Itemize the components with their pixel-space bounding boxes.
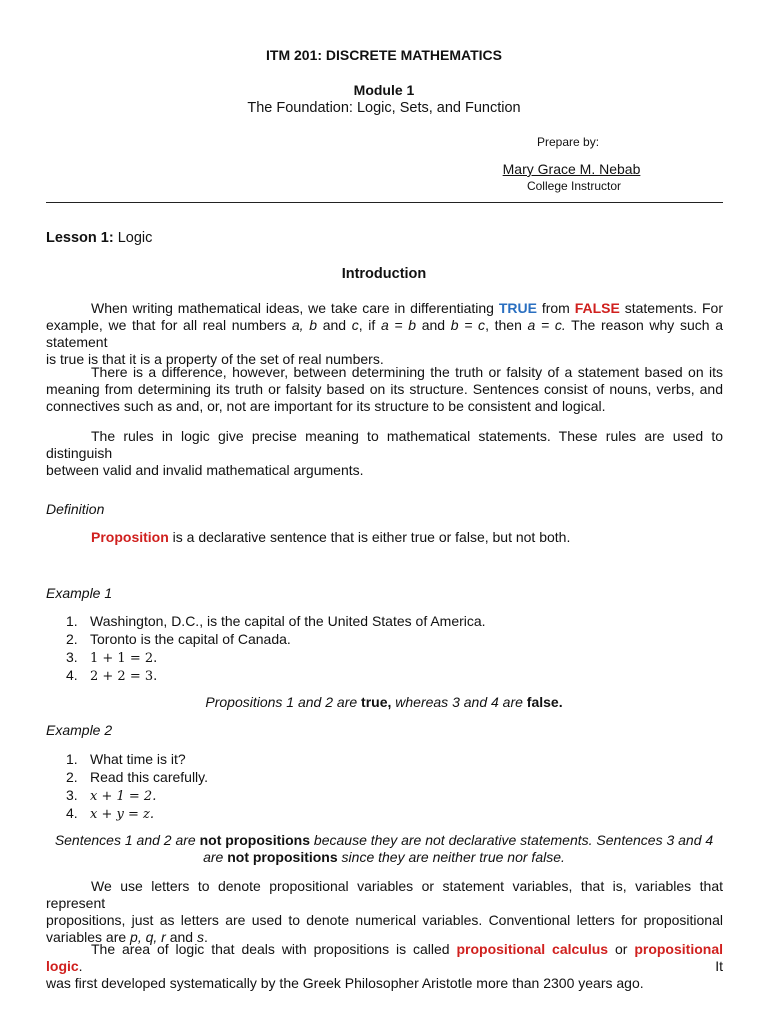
example-2-note: [0, 832, 768, 866]
list-item: 2. Toronto is the capital of Canada.: [66, 631, 291, 647]
definition-text: Proposition is a declarative sentence that is either true or false, but not both.: [91, 529, 571, 545]
lesson-label: Lesson 1:: [46, 230, 114, 246]
example-1-note: Propositions 1 and 2 are true, whereas 3 and 4 are false.: [205, 694, 563, 710]
propositional-logic-term: propositional logic: [46, 941, 723, 974]
p3-line-2: between valid and invalid mathematical arguments.: [46, 462, 364, 478]
example-1-list: [66, 612, 706, 684]
propositional-logic-paragraph: [46, 941, 723, 992]
module-title: The Foundation: Logic, Sets, and Function: [247, 100, 521, 116]
example-1-label: Example 1: [46, 585, 113, 601]
p2-line-3: connectives such as and, or, not are important for its structure to be consistent and logical.: [46, 398, 606, 414]
true-keyword: TRUE: [498, 300, 537, 316]
list-item: 2. Read this carefully.: [66, 769, 209, 785]
example-2-list: [66, 750, 706, 822]
intro-paragraph-3: [46, 428, 723, 479]
module-label: Module 1: [353, 82, 415, 98]
p4-line-2: propositions, just as letters are used to denote numerical variables. Conventional letters for propositional: [46, 912, 723, 928]
course-title: ITM 201: DISCRETE MATHEMATICS: [266, 47, 502, 63]
list-item: 4. 2 + 2 = 3.: [66, 667, 158, 684]
list-item: 1. What time is it?: [66, 751, 186, 767]
list-item: 3. 1 + 1 = 2.: [66, 649, 158, 666]
p1-line-3: is true is that it is a property of the set of real numbers.: [46, 351, 384, 367]
definition-term: Proposition: [91, 529, 169, 545]
p1-line-2: example, we that for all real numbers a, b and c, if a = b and b = c, then a = c. The reason why such a statement: [46, 317, 724, 350]
author-role: College Instructor: [526, 179, 622, 193]
p4-line-3: variables are p, q, r and s.: [46, 929, 208, 945]
example-2-note-line-2: are not propositions since they are neither true nor false.: [203, 849, 565, 865]
p5-line-1: The area of logic that deals with propositions is called propositional calculus or propositional logic. It: [46, 941, 723, 974]
intro-paragraph-2: [46, 364, 723, 415]
variables-paragraph: [46, 878, 723, 946]
list-item: 3. x + 1 = 2.: [66, 787, 157, 804]
author-name: Mary Grace M. Nebab: [502, 161, 641, 177]
header-divider: [46, 202, 723, 203]
p5-line-2: was first developed systematically by the Greek Philosopher Aristotle more than 2300 years ago.: [46, 975, 644, 991]
list-item: 4. x + y = z.: [66, 805, 154, 822]
prepared-by-label: Prepare by:: [537, 135, 600, 149]
propositional-calculus-term: propositional calculus: [456, 941, 609, 957]
intro-paragraph-1: [46, 300, 723, 368]
list-item: 1. Washington, D.C., is the capital of the United States of America.: [66, 613, 486, 629]
definition-label: Definition: [46, 501, 105, 517]
p2-line-2: meaning from determining its truth or falsity based on its structure. Sentences consist of nouns, verbs, and: [46, 381, 723, 397]
p4-line-1: We use letters to denote propositional variables or statement variables, that is, variables that represent: [46, 878, 723, 911]
example-2-label: Example 2: [46, 722, 113, 738]
false-keyword: FALSE: [574, 300, 620, 316]
example-2-note-line-1: Sentences 1 and 2 are not propositions because they are not declarative statements. Sentences 3 and 4: [54, 832, 714, 848]
lesson-name: Logic: [117, 230, 153, 246]
lesson-heading: [46, 230, 152, 246]
introduction-heading: Introduction: [341, 266, 427, 282]
p1-line-1: When writing mathematical ideas, we take care in differentiating TRUE from FALSE statements. For: [91, 300, 723, 316]
p2-line-1: There is a difference, however, between determining the truth or falsity of a statement based on its: [91, 364, 723, 380]
p3-line-1: The rules in logic give precise meaning to mathematical statements. These rules are used to distinguish: [46, 428, 723, 461]
